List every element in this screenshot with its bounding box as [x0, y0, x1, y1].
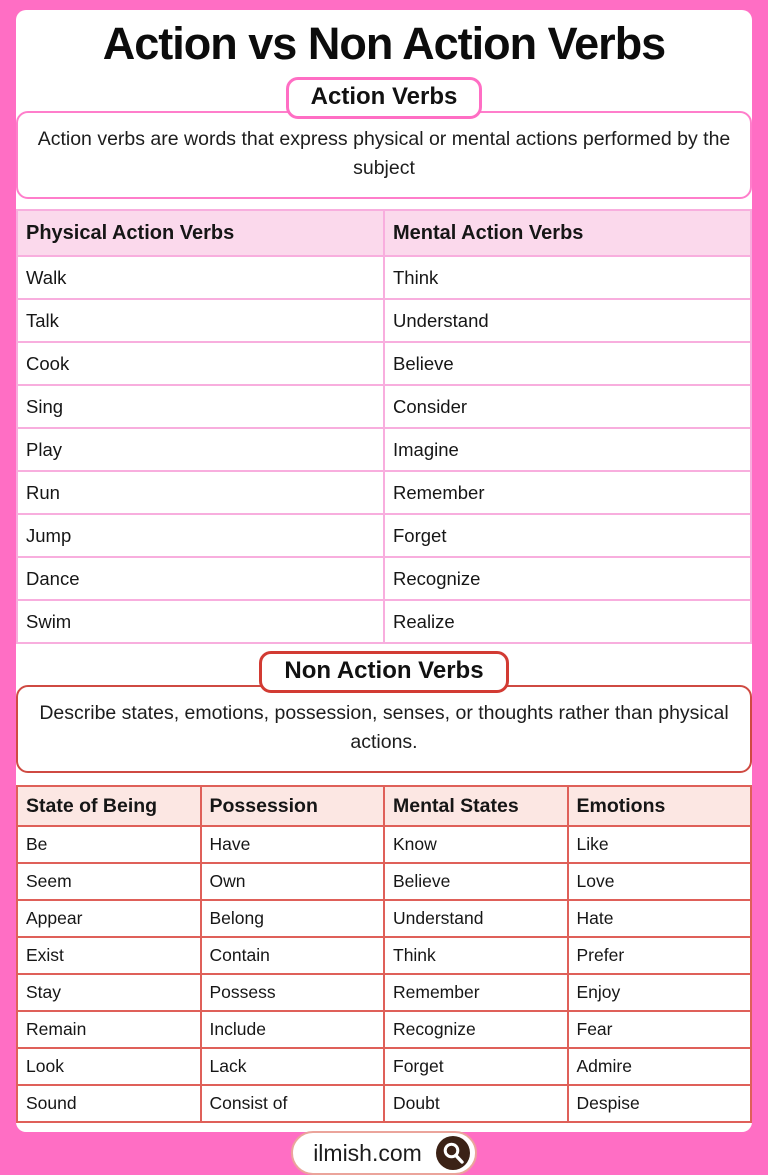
non-action-verbs-table — [16, 785, 752, 1123]
column-header: Mental States — [384, 786, 568, 826]
table-cell: Despise — [568, 1085, 752, 1122]
table-row — [17, 1085, 751, 1122]
table-cell: Run — [17, 471, 384, 514]
column-header: Emotions — [568, 786, 752, 826]
table-cell: Remain — [17, 1011, 201, 1048]
table-cell: Dance — [17, 557, 384, 600]
table-row — [17, 1011, 751, 1048]
table-cell: Talk — [17, 299, 384, 342]
table-row — [17, 342, 751, 385]
action-verbs-description: Action verbs are words that express physical or mental actions performed by the subject — [16, 111, 752, 200]
table-cell: Know — [384, 826, 568, 863]
table-cell: Own — [201, 863, 385, 900]
table-cell: Possess — [201, 974, 385, 1011]
table-cell: Cook — [17, 342, 384, 385]
table-cell: Belong — [201, 900, 385, 937]
table-cell: Have — [201, 826, 385, 863]
table-cell: Believe — [384, 342, 751, 385]
table-cell: Doubt — [384, 1085, 568, 1122]
non-action-verbs-badge-label: Non Action Verbs — [284, 657, 484, 685]
table-cell: Sing — [17, 385, 384, 428]
table-row — [17, 1048, 751, 1085]
table-row — [17, 826, 751, 863]
table-cell: Understand — [384, 900, 568, 937]
table-cell: Jump — [17, 514, 384, 557]
table-row — [17, 600, 751, 643]
table-cell: Consist of — [201, 1085, 385, 1122]
table-cell: Understand — [384, 299, 751, 342]
table-row — [17, 900, 751, 937]
action-verbs-badge — [286, 77, 483, 119]
table-cell: Exist — [17, 937, 201, 974]
table-row — [17, 974, 751, 1011]
table-cell: Be — [17, 826, 201, 863]
action-verbs-badge-label: Action Verbs — [310, 82, 458, 110]
table-cell: Walk — [17, 256, 384, 299]
table-cell: Prefer — [568, 937, 752, 974]
non-action-verbs-description: Describe states, emotions, possession, senses, or thoughts rather than physical actions. — [16, 685, 752, 774]
table-cell: Look — [17, 1048, 201, 1085]
table-cell: Lack — [201, 1048, 385, 1085]
table-cell: Contain — [201, 937, 385, 974]
table-cell: Think — [384, 256, 751, 299]
table-cell: Remember — [384, 471, 751, 514]
table-cell: Recognize — [384, 557, 751, 600]
magnifier-icon — [436, 1136, 470, 1170]
table-cell: Consider — [384, 385, 751, 428]
footer — [16, 1131, 752, 1175]
table-cell: Forget — [384, 1048, 568, 1085]
table-cell: Love — [568, 863, 752, 900]
table-cell: Swim — [17, 600, 384, 643]
table-cell: Seem — [17, 863, 201, 900]
table-cell: Realize — [384, 600, 751, 643]
non-action-verbs-badge — [259, 651, 508, 693]
site-pill — [291, 1131, 477, 1175]
table-cell: Stay — [17, 974, 201, 1011]
table-row — [17, 299, 751, 342]
table-cell: Forget — [384, 514, 751, 557]
table-cell: Hate — [568, 900, 752, 937]
table-cell: Like — [568, 826, 752, 863]
table-cell: Believe — [384, 863, 568, 900]
action-verbs-table — [16, 209, 752, 644]
table-row — [17, 385, 751, 428]
header-row — [17, 786, 751, 826]
table-row — [17, 428, 751, 471]
table-cell: Recognize — [384, 1011, 568, 1048]
column-header: Possession — [201, 786, 385, 826]
table-cell: Sound — [17, 1085, 201, 1122]
table-row — [17, 471, 751, 514]
column-header: Mental Action Verbs — [384, 210, 751, 256]
table-cell: Include — [201, 1011, 385, 1048]
table-cell: Fear — [568, 1011, 752, 1048]
table-row — [17, 937, 751, 974]
site-name: ilmish.com — [313, 1139, 422, 1166]
table-cell: Admire — [568, 1048, 752, 1085]
table-cell: Play — [17, 428, 384, 471]
table-row — [17, 557, 751, 600]
column-header: State of Being — [17, 786, 201, 826]
table-row — [17, 514, 751, 557]
table-cell: Appear — [17, 900, 201, 937]
page-title: Action vs Non Action Verbs — [102, 18, 666, 69]
table-row — [17, 256, 751, 299]
table-cell: Remember — [384, 974, 568, 1011]
table-cell: Enjoy — [568, 974, 752, 1011]
table-cell: Imagine — [384, 428, 751, 471]
column-header: Physical Action Verbs — [17, 210, 384, 256]
table-row — [17, 863, 751, 900]
content-panel — [16, 10, 752, 1166]
table-cell: Think — [384, 937, 568, 974]
header-row — [17, 210, 751, 256]
